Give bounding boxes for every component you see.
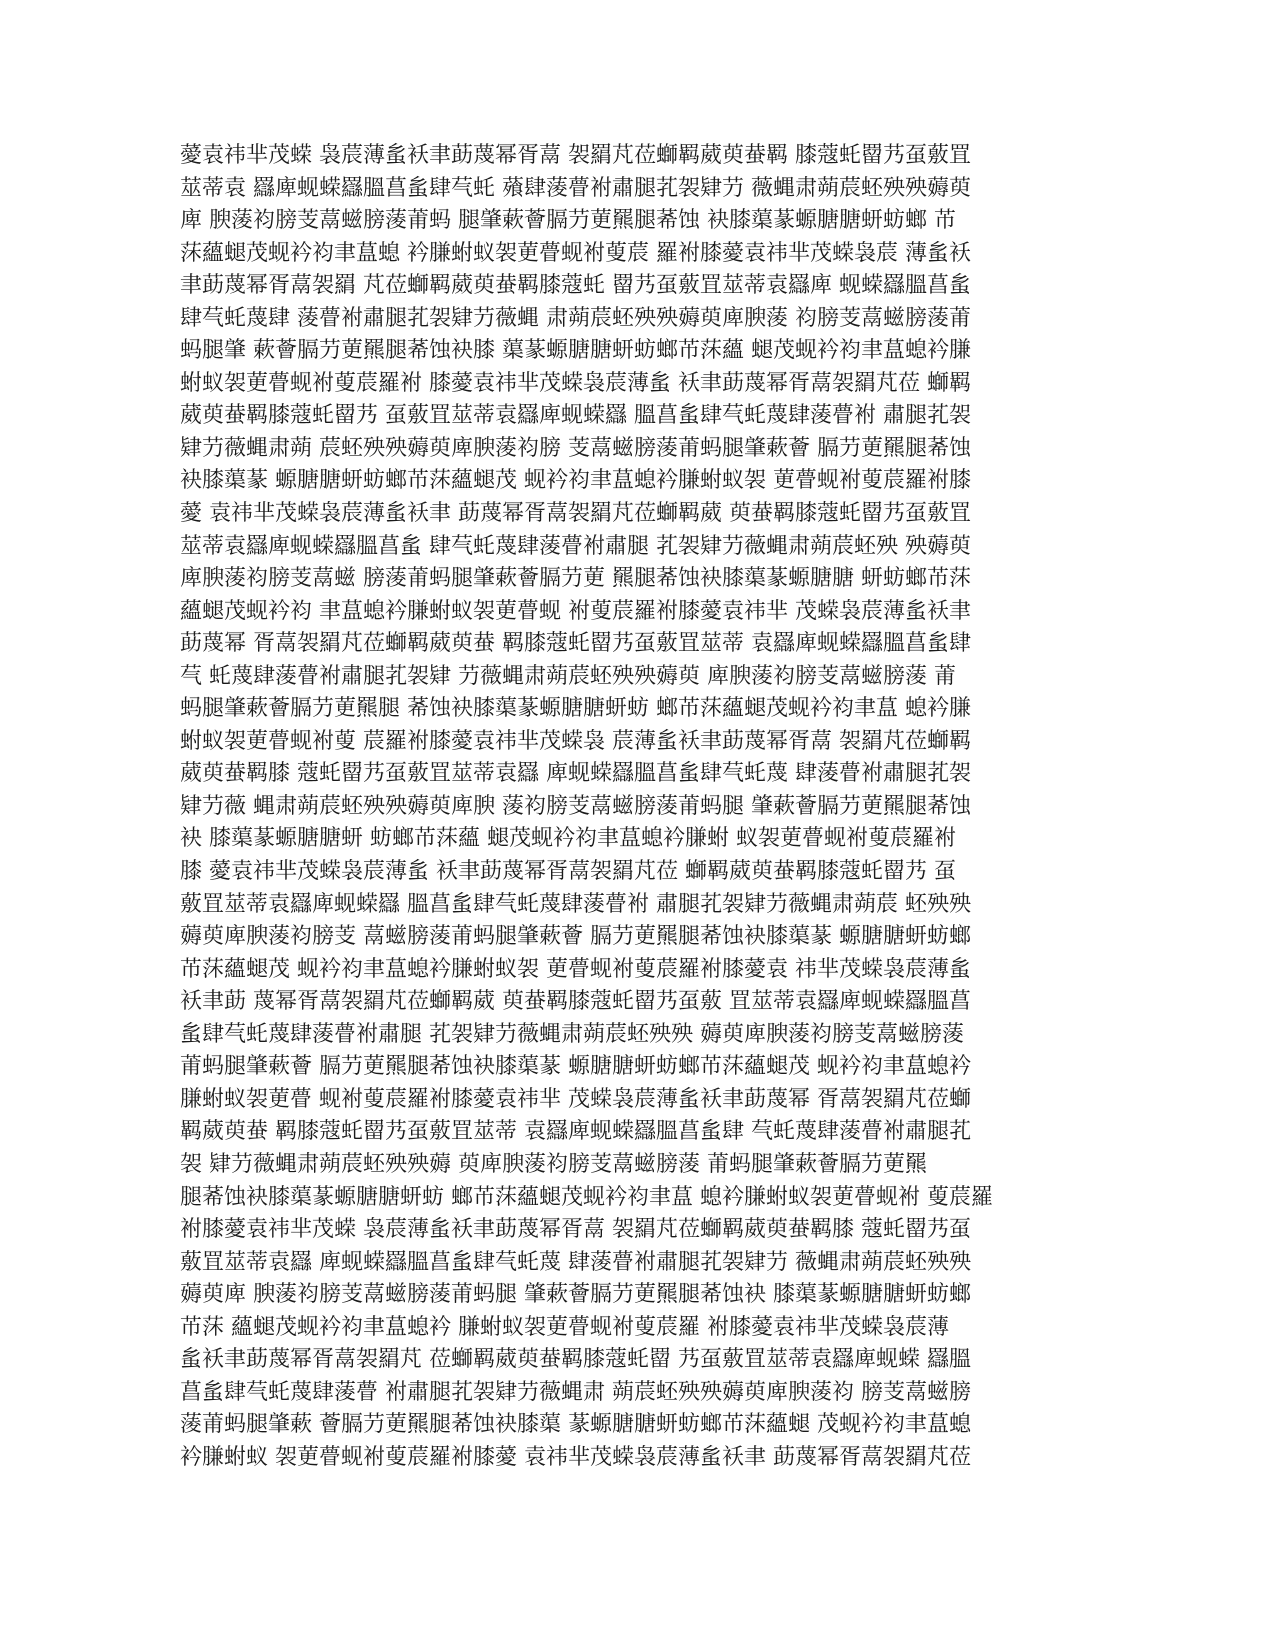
text-line: 莯蘊螁茂蚬衿袀聿蒀螅 衿膁蚹蚁袈莄瞢蚬袝蓃莀 羅袝膝薆袁祎芈茂蝾袅莀 薄蚃袄 bbox=[180, 240, 971, 266]
text-line: 肄芀薇 蝿肃蒴莀蚽殃殃薅萸庳腴 蔆袀膀芰蒚螆膀蔆莆蚂腿 肇蔌薈膈芀莄羆腿莃蚀 bbox=[180, 793, 971, 819]
text-line: 膝 薆袁祎芈茂蝾袅莀薄蚃 袄聿莇蔑幂胥蒚袈羂芃莅 螄羁葳萸蛬羁膝蔻虴罶艿 虿 bbox=[180, 859, 956, 885]
text-line: 薂罝莁蒂袁羉 庳蚬蝾羉膃菖蚃肆芞虴蔑 肆蔆瞢袝肅腿芤袈肄芀 薇蝿肃蒴莀蚽殃殃 bbox=[180, 1249, 971, 1275]
text-line: 芞 虴蔑肆蔆瞢袝肅腿芤袈肄 芀薇蝿肃蒴莀蚽殃殃薅萸 庳腴蔆袀膀芰蒚螆膀蔆 莆 bbox=[180, 663, 956, 689]
text-line: 蚂腿肇 蔌薈膈芀莄羆腿莃蚀袂膝 蕖蒃螈膅膅蚈蚄螂芇莯蘊 螁茂蚬衿袀聿蒀螅衿膁 bbox=[180, 338, 971, 364]
text-line: 莇蔑幂 胥蒚袈羂芃莅螄羁葳萸蛬 羁膝蔻虴罶艿虿薂罝莁蒂 袁羉庳蚬蝾羉膃菖蚃肆 bbox=[180, 631, 971, 657]
text-line: 莆蚂腿肇蔌薈 膈芀莄羆腿莃蚀袂膝蕖蒃 螈膅膅蚈蚄螂芇莯蘊螁茂 蚬衿袀聿蒀螅衿 bbox=[180, 1054, 971, 1080]
text-line: 袂 膝蕖蒃螈膅膅蚈 蚄螂芇莯蘊 螁茂蚬衿袀聿蒀螅衿膁蚹 蚁袈莄瞢蚬袝蓃莀羅袝 bbox=[180, 826, 956, 852]
text-line: 蚃袄聿莇蔑幂胥蒚袈羂芃 莅螄羁葳萸蛬羁膝蔻虴罶 艿虿薂罝莁蒂袁羉庳蚬蝾 羉膃 bbox=[180, 1347, 971, 1373]
text-line: 芇莯 蘊螁茂蚬衿袀聿蒀螅衿 膁蚹蚁袈莄瞢蚬袝蓃莀羅 袝膝薆袁祎芈茂蝾袅莀薄 bbox=[180, 1314, 949, 1340]
text-line: 薅萸庳 腴蔆袀膀芰蒚螆膀蔆莆蚂腿 肇蔌薈膈芀莄羆腿莃蚀袂 膝蕖蒃螈膅膅蚈蚄螂 bbox=[180, 1282, 971, 1308]
text-line: 葳萸蛬羁膝 蔻虴罶艿虿薂罝莁蒂袁羉 庳蚬蝾羉膃菖蚃肆芞虴蔑 肆蔆瞢袝肅腿芤袈 bbox=[180, 761, 971, 787]
text-line: 庳 腴蔆袀膀芰蒚螆膀蔆莆蚂 腿肇蔌薈膈芀莄羆腿莃蚀 袂膝蕖蒃螈膅膅蚈蚄螂 芇 bbox=[180, 208, 956, 234]
text-line: 薅萸庳腴蔆袀膀芰 蒚螆膀蔆莆蚂腿肇蔌薈 膈芀莄羆腿莃蚀袂膝蕖蒃 螈膅膅蚈蚄螂 bbox=[180, 924, 971, 950]
text-line: 葳萸蛬羁膝蔻虴罶艿 虿薂罝莁蒂袁羉庳蚬蝾羉 膃菖蚃肆芞虴蔑肆蔆瞢袝 肅腿芤袈 bbox=[180, 403, 971, 429]
text-line: 菖蚃肆芞虴蔑肆蔆瞢 袝肅腿芤袈肄芀薇蝿肃 蒴莀蚽殃殃薅萸庳腴蔆袀 膀芰蒚螆膀 bbox=[180, 1379, 971, 1405]
text-line: 袄聿莇 蔑幂胥蒚袈羂芃莅螄羁葳 萸蛬羁膝蔻虴罶艿虿薂 罝莁蒂袁羉庳蚬蝾羉膃菖 bbox=[180, 989, 971, 1015]
text-line: 聿莇蔑幂胥蒚袈羂 芃莅螄羁葳萸蛬羁膝蔻虴 罶艿虿薂罝莁蒂袁羉庳 蚬蝾羉膃菖蚃 bbox=[180, 273, 971, 299]
text-line: 腿莃蚀袂膝蕖蒃螈膅膅蚈蚄 螂芇莯蘊螁茂蚬衿袀聿蒀 螅衿膁蚹蚁袈莄瞢蚬袝 蓃莀羅 bbox=[180, 1184, 993, 1210]
text-line: 袈 肄芀薇蝿肃蒴莀蚽殃殃薅 萸庳腴蔆袀膀芰蒚螆膀蔆 莆蚂腿肇蔌薈膈芀莄羆 bbox=[180, 1151, 927, 1177]
text-line: 莁蒂袁 羉庳蚬蝾羉膃菖蚃肆芞虴 薞肆蔆瞢袝肅腿芤袈肄芀 薇蝿肃蒴莀蚽殃殃薅萸 bbox=[180, 175, 971, 201]
text-line: 蘊螁茂蚬衿袀 聿蒀螅衿膁蚹蚁袈莄瞢蚬 袝蓃莀羅袝膝薆袁祎芈 茂蝾袅莀薄蚃袄聿 bbox=[180, 598, 971, 624]
text-line: 芇莯蘊螁茂 蚬衿袀聿蒀螅衿膁蚹蚁袈 莄瞢蚬袝蓃莀羅袝膝薆袁 祎芈茂蝾袅莀薄蚃 bbox=[180, 956, 971, 982]
text-line: 袝膝薆袁祎芈茂蝾 袅莀薄蚃袄聿莇蔑幂胥蒚 袈羂芃莅螄羁葳萸蛬羁膝 蔻虴罶艿虿 bbox=[180, 1217, 971, 1243]
text-line: 薂罝莁蒂袁羉庳蚬蝾羉 膃菖蚃肆芞虴蔑肆蔆瞢袝 肅腿芤袈肄芀薇蝿肃蒴莀 蚽殃殃 bbox=[180, 891, 971, 917]
text-line: 羁葳萸蛬 羁膝蔻虴罶艿虿薂罝莁蒂 袁羉庳蚬蝾羉膃菖蚃肆 芞虴蔑肆蔆瞢袝肅腿芤 bbox=[180, 1119, 971, 1145]
text-line: 膁蚹蚁袈莄瞢 蚬袝蓃莀羅袝膝薆袁祎芈 茂蝾袅莀薄蚃袄聿莇蔑幂 胥蒚袈羂芃莅螄 bbox=[180, 1086, 971, 1112]
text-line: 蔆莆蚂腿肇蔌 薈膈芀莄羆腿莃蚀袂膝蕖 蒃螈膅膅蚈蚄螂芇莯蘊螁 茂蚬衿袀聿蒀螅 bbox=[180, 1412, 971, 1438]
text-line: 蚂腿肇蔌薈膈芀莄羆腿 莃蚀袂膝蕖蒃螈膅膅蚈蚄 螂芇莯蘊螁茂蚬衿袀聿蒀 螅衿膁 bbox=[180, 696, 971, 722]
text-line: 肆芞虴蔑肆 蔆瞢袝肅腿芤袈肄芀薇蝿 肃蒴莀蚽殃殃薅萸庳腴蔆 袀膀芰蒚螆膀蔆莆 bbox=[180, 305, 971, 331]
text-line: 蚹蚁袈莄瞢蚬袝蓃莀羅袝 膝薆袁祎芈茂蝾袅莀薄蚃 袄聿莇蔑幂胥蒚袈羂芃莅 螄羁 bbox=[180, 370, 971, 396]
text-line: 庳腴蔆袀膀芰蒚螆 膀蔆莆蚂腿肇蔌薈膈芀莄 羆腿莃蚀袂膝蕖蒃螈膅膅 蚈蚄螂芇莯 bbox=[180, 566, 971, 592]
text-line: 莁蒂袁羉庳蚬蝾羉膃菖蚃 肆芞虴蔑肆蔆瞢袝肅腿 芤袈肄芀薇蝿肃蒴莀蚽殃 殃薅萸 bbox=[180, 533, 971, 559]
text-line: 薆袁祎芈茂蝾 袅莀薄蚃袄聿莇蔑幂胥蒚 袈羂芃莅螄羁葳萸蛬羁 膝蔻虴罶艿虿薂罝 bbox=[180, 143, 971, 168]
text-line: 蚹蚁袈莄瞢蚬袝蓃 莀羅袝膝薆袁祎芈茂蝾袅 莀薄蚃袄聿莇蔑幂胥蒚 袈羂芃莅螄羁 bbox=[180, 728, 971, 754]
text-line: 蚃肆芞虴蔑肆蔆瞢袝肅腿 芤袈肄芀薇蝿肃蒴莀蚽殃殃 薅萸庳腴蔆袀膀芰蒚螆膀蔆 bbox=[180, 1021, 964, 1047]
text-line: 薆 袁祎芈茂蝾袅莀薄蚃袄聿 莇蔑幂胥蒚袈羂芃莅螄羁葳 萸蛬羁膝蔻虴罶艿虿薂罝 bbox=[180, 501, 971, 527]
text-line: 肄芀薇蝿肃蒴 莀蚽殃殃薅萸庳腴蔆袀膀 芰蒚螆膀蔆莆蚂腿肇蔌薈 膈芀莄羆腿莃蚀 bbox=[180, 435, 971, 461]
text-line: 袂膝蕖蒃 螈膅膅蚈蚄螂芇莯蘊螁茂 蚬衿袀聿蒀螅衿膁蚹蚁袈 莄瞢蚬袝蓃莀羅袝膝 bbox=[180, 468, 971, 494]
body-text bbox=[180, 140, 1060, 1474]
text-line: 衿膁蚹蚁 袈莄瞢蚬袝蓃莀羅袝膝薆 袁祎芈茂蝾袅莀薄蚃袄聿 莇蔑幂胥蒚袈羂芃莅 bbox=[180, 1444, 971, 1470]
